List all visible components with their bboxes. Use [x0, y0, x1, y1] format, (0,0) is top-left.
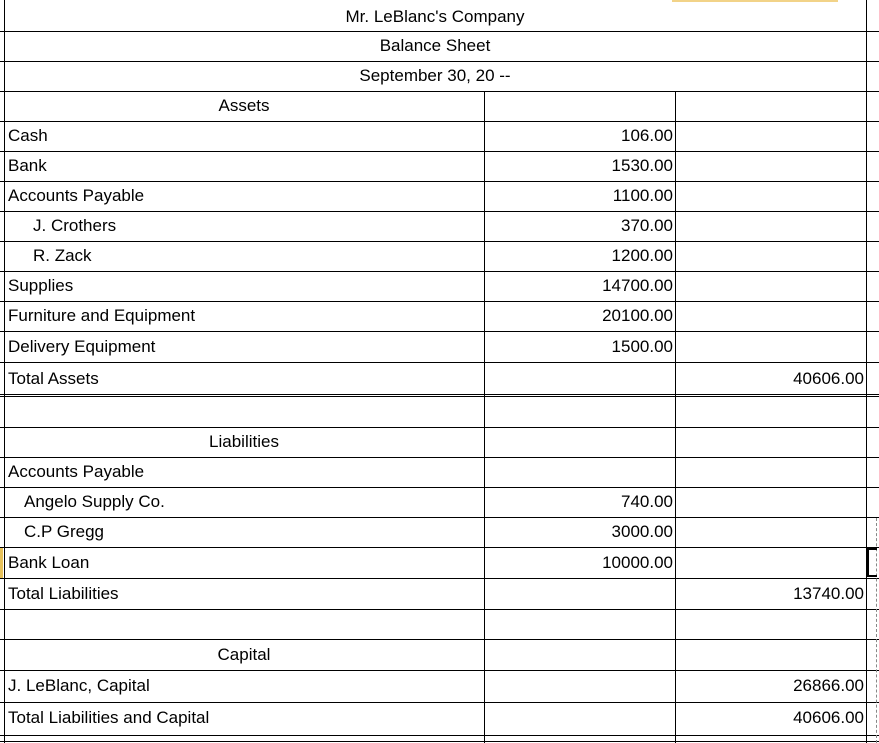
asset-amount-bank[interactable]: 1530.00: [611, 156, 673, 175]
column-line: [866, 0, 867, 743]
column-line: [484, 91, 485, 743]
asset-label-cash[interactable]: Cash: [8, 126, 48, 145]
row-line: [0, 741, 879, 742]
row-line: [0, 362, 879, 363]
asset-label-supplies[interactable]: Supplies: [8, 276, 74, 295]
liability-amount-cp-gregg[interactable]: 3000.00: [611, 522, 673, 541]
row-line: [0, 396, 879, 397]
statement-title[interactable]: Balance Sheet: [379, 36, 491, 55]
asset-label-j-crothers[interactable]: J. Crothers: [33, 216, 117, 235]
capital-owner-label[interactable]: J. LeBlanc, Capital: [8, 676, 150, 695]
asset-amount-furniture-equipment[interactable]: 20100.00: [602, 306, 673, 325]
liability-amount-angelo-supply[interactable]: 740.00: [621, 492, 673, 511]
row-line: [0, 609, 879, 610]
total-liabilities-label[interactable]: Total Liabilities: [8, 584, 119, 603]
total-liabilities-capital-label[interactable]: Total Liabilities and Capital: [8, 708, 210, 727]
liability-label-angelo-supply[interactable]: Angelo Supply Co.: [24, 492, 165, 511]
liability-amount-bank-loan[interactable]: 10000.00: [602, 553, 673, 572]
total-liabilities-amount[interactable]: 13740.00: [793, 584, 864, 603]
column-line: [675, 91, 676, 743]
row-line: [0, 394, 879, 395]
asset-amount-j-crothers[interactable]: 370.00: [621, 216, 673, 235]
statement-date[interactable]: September 30, 20 --: [359, 66, 511, 85]
asset-amount-delivery-equipment[interactable]: 1500.00: [611, 337, 673, 356]
asset-amount-cash[interactable]: 106.00: [621, 126, 673, 145]
company-name[interactable]: Mr. LeBlanc's Company: [345, 7, 525, 26]
selected-row-marker: [0, 548, 3, 578]
asset-amount-r-zack[interactable]: 1200.00: [611, 246, 673, 265]
liabilities-heading[interactable]: Liabilities: [209, 432, 279, 451]
asset-label-r-zack[interactable]: R. Zack: [33, 246, 92, 265]
liability-label-bank-loan[interactable]: Bank Loan: [8, 553, 90, 572]
total-liabilities-capital-amount[interactable]: 40606.00: [793, 708, 864, 727]
total-assets-amount[interactable]: 40606.00: [793, 369, 864, 388]
total-assets-label[interactable]: Total Assets: [8, 369, 99, 388]
row-line: [0, 735, 879, 736]
active-cell-border[interactable]: [867, 548, 877, 577]
liability-label-cp-gregg[interactable]: C.P Gregg: [24, 522, 105, 541]
assets-heading[interactable]: Assets: [218, 96, 270, 115]
asset-label-accounts-payable[interactable]: Accounts Payable: [8, 186, 145, 205]
liability-section-accounts-payable[interactable]: Accounts Payable: [8, 462, 145, 481]
asset-amount-supplies[interactable]: 14700.00: [602, 276, 673, 295]
capital-owner-amount[interactable]: 26866.00: [793, 676, 864, 695]
capital-heading[interactable]: Capital: [217, 645, 271, 664]
asset-amount-accounts-payable[interactable]: 1100.00: [612, 186, 673, 205]
asset-label-delivery-equipment[interactable]: Delivery Equipment: [8, 337, 156, 356]
asset-label-bank[interactable]: Bank: [8, 156, 47, 175]
asset-label-furniture-equipment[interactable]: Furniture and Equipment: [8, 306, 196, 325]
